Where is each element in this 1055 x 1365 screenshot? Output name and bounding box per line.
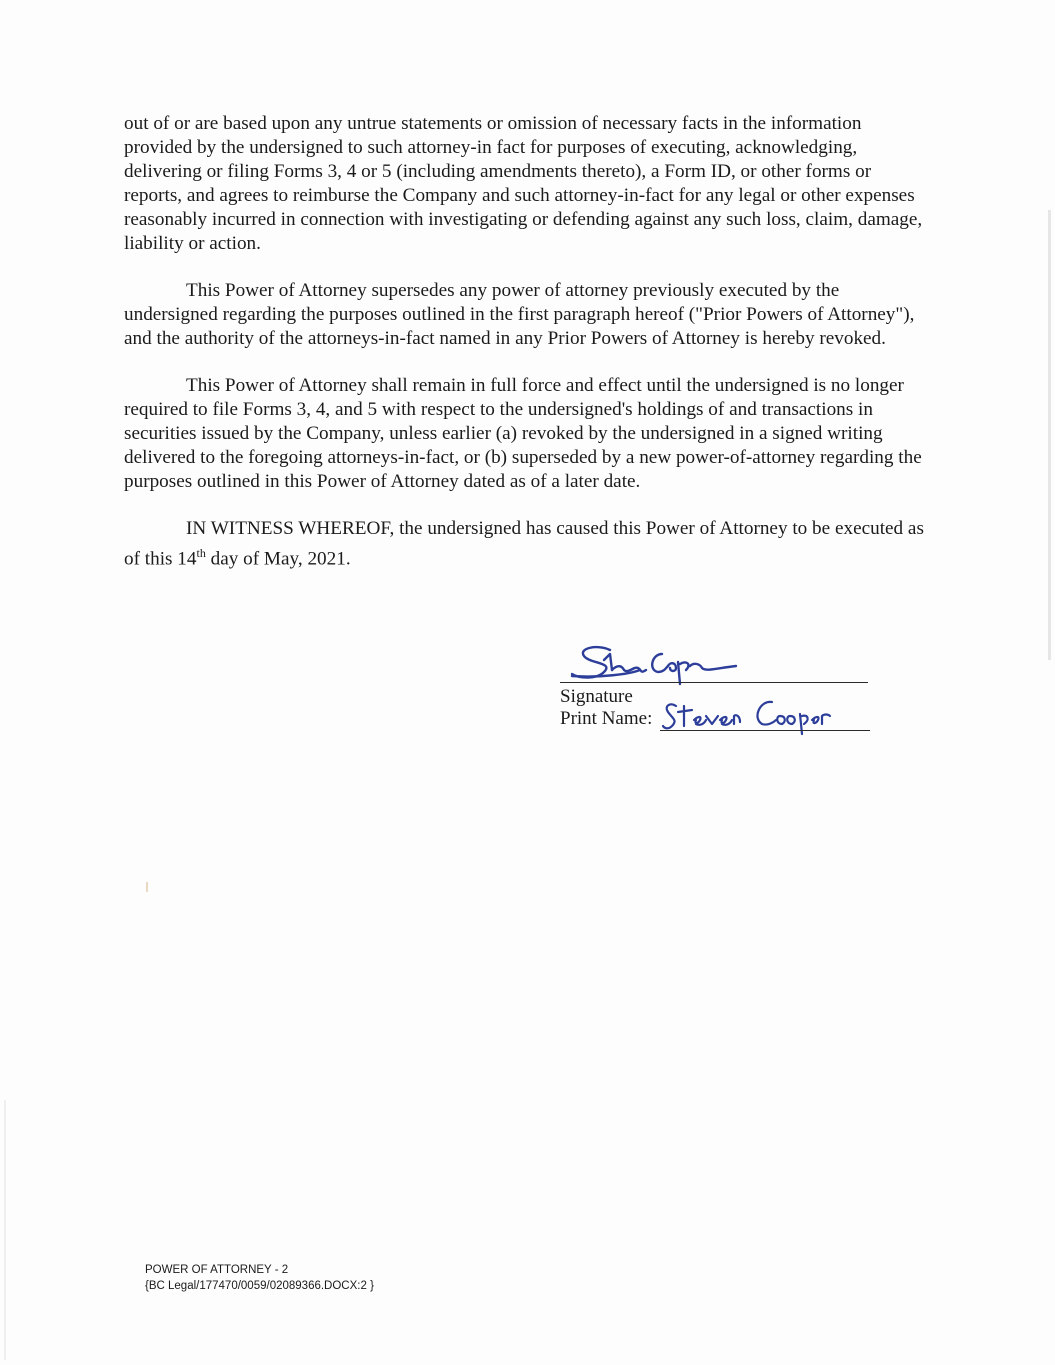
print-name-line (660, 730, 870, 731)
print-name-label: Print Name: (560, 708, 653, 729)
document-footer (145, 1262, 374, 1294)
footer-doc-ref: {BC Legal/177470/0059/02089366.DOCX:2 } (145, 1280, 374, 1292)
paragraph-duration: This Power of Attorney shall remain in full force and effect until the undersigned is no longer required to file Forms 3, 4, and 5 with respect to the undersigned's holdings of and transactions in securities issued by the Company, unless earlier (a) revoked by the undersigned in a signed writing delivered to the foregoing attorneys-in-fact, or (b) superseded by a new power-of-attorney regarding the purposes outlined in this Power of Attorney dated as of a later date. (124, 375, 922, 492)
scan-artifact-mark (146, 882, 148, 892)
signature-line (560, 682, 868, 683)
document-body (124, 112, 924, 594)
signature-block (560, 640, 870, 740)
footer-title: POWER OF ATTORNEY - 2 (145, 1264, 289, 1276)
scan-artifact-right (1048, 210, 1051, 660)
witness-text: IN WITNESS WHEREOF, the undersigned has caused this Power of Attorney to be executed as of this 14 (124, 518, 924, 570)
signature-label: Signature (560, 686, 633, 707)
paragraph-witness (124, 517, 924, 571)
scan-artifact-left (4, 1100, 6, 1360)
witness-date-text: day of May, 2021. (205, 548, 351, 570)
paragraph-supersedes: This Power of Attorney supersedes any power of attorney previously executed by the undersigned regarding the purposes outlined in the first paragraph hereof ("Prior Powers of Attorney"), and the authority of the attorneys-in-fact named in any Prior Powers of Attorney is hereby revoked. (124, 280, 915, 349)
paragraph-indemnification: out of or are based upon any untrue statements or omission of necessary facts in the information provided by the undersigned to such attorney-in fact for purposes of executing, acknowledging, delivering or filing Forms 3, 4 or 5 (including amendments thereto), a Form ID, or other forms or reports, and agrees to reimburse the Company and such attorney-in-fact for any legal or other expenses reasonably incurred in connection with investigating or defending against any such loss, claim, damage, liability or action. (124, 113, 923, 254)
date-ordinal-suffix: th (196, 546, 206, 560)
